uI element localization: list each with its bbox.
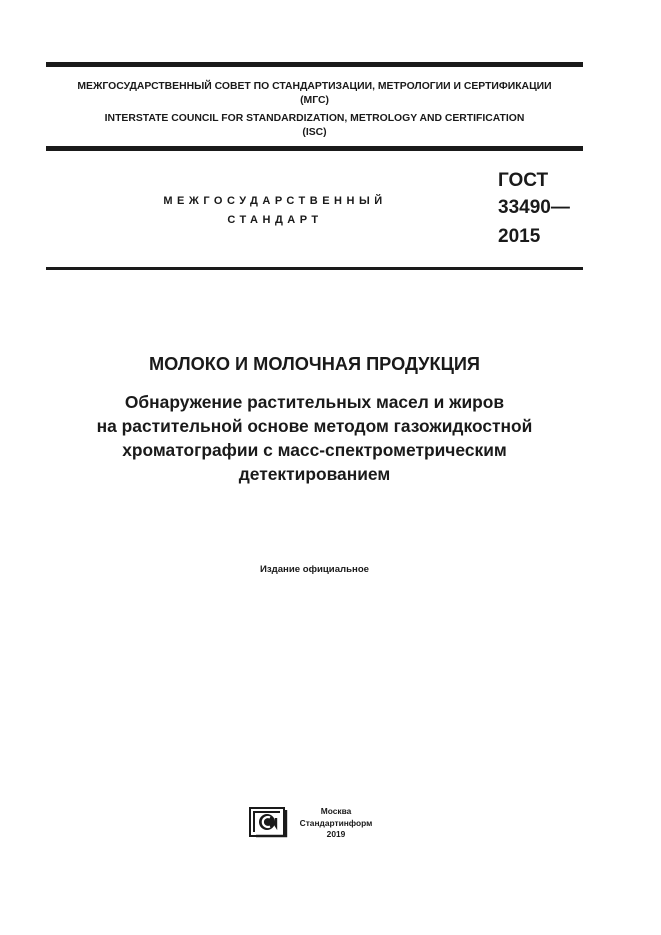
- gost-year: 2015: [498, 226, 541, 247]
- council-en-name: INTERSTATE COUNCIL FOR STANDARDIZATION, METROLOGY AND CERTIFICATION: [104, 113, 525, 124]
- middle-rule: [46, 146, 583, 151]
- publisher-city: Москва: [320, 806, 352, 816]
- top-rule: [46, 62, 583, 67]
- standartinform-logo-icon: [249, 806, 289, 838]
- standard-kind-line-1: МЕЖГОСУДАРСТВЕННЫЙ: [163, 195, 387, 207]
- gost-number: 33490—: [498, 197, 570, 218]
- subtitle: [46, 390, 583, 486]
- main-title: МОЛОКО И МОЛОЧНАЯ ПРОДУКЦИЯ: [149, 354, 480, 374]
- subtitle-line: Обнаружение растительных масел и жиров: [124, 392, 505, 412]
- edition-label: Издание официальное: [259, 564, 370, 575]
- council-ru-block: [46, 80, 583, 108]
- council-en-block: [46, 112, 583, 140]
- bottom-rule: [46, 267, 583, 270]
- publisher-block: [296, 806, 376, 841]
- standard-kind-line-2: СТАНДАРТ: [227, 214, 323, 226]
- gost-prefix: ГОСТ: [498, 170, 549, 191]
- council-ru-abbr: (МГС): [300, 95, 329, 106]
- subtitle-line: на растительной основе методом газожидкостной: [96, 416, 533, 436]
- council-ru-name: МЕЖГОСУДАРСТВЕННЫЙ СОВЕТ ПО СТАНДАРТИЗАЦИИ, МЕТРОЛОГИИ И СЕРТИФИКАЦИИ: [77, 81, 552, 92]
- council-en-abbr: (ISC): [302, 127, 327, 138]
- subtitle-line: хроматографии с масс-спектрометрическим: [122, 440, 507, 460]
- publisher-name: Стандартинформ: [299, 817, 373, 828]
- subtitle-line: детектированием: [238, 464, 391, 484]
- publisher-year: 2019: [326, 829, 346, 839]
